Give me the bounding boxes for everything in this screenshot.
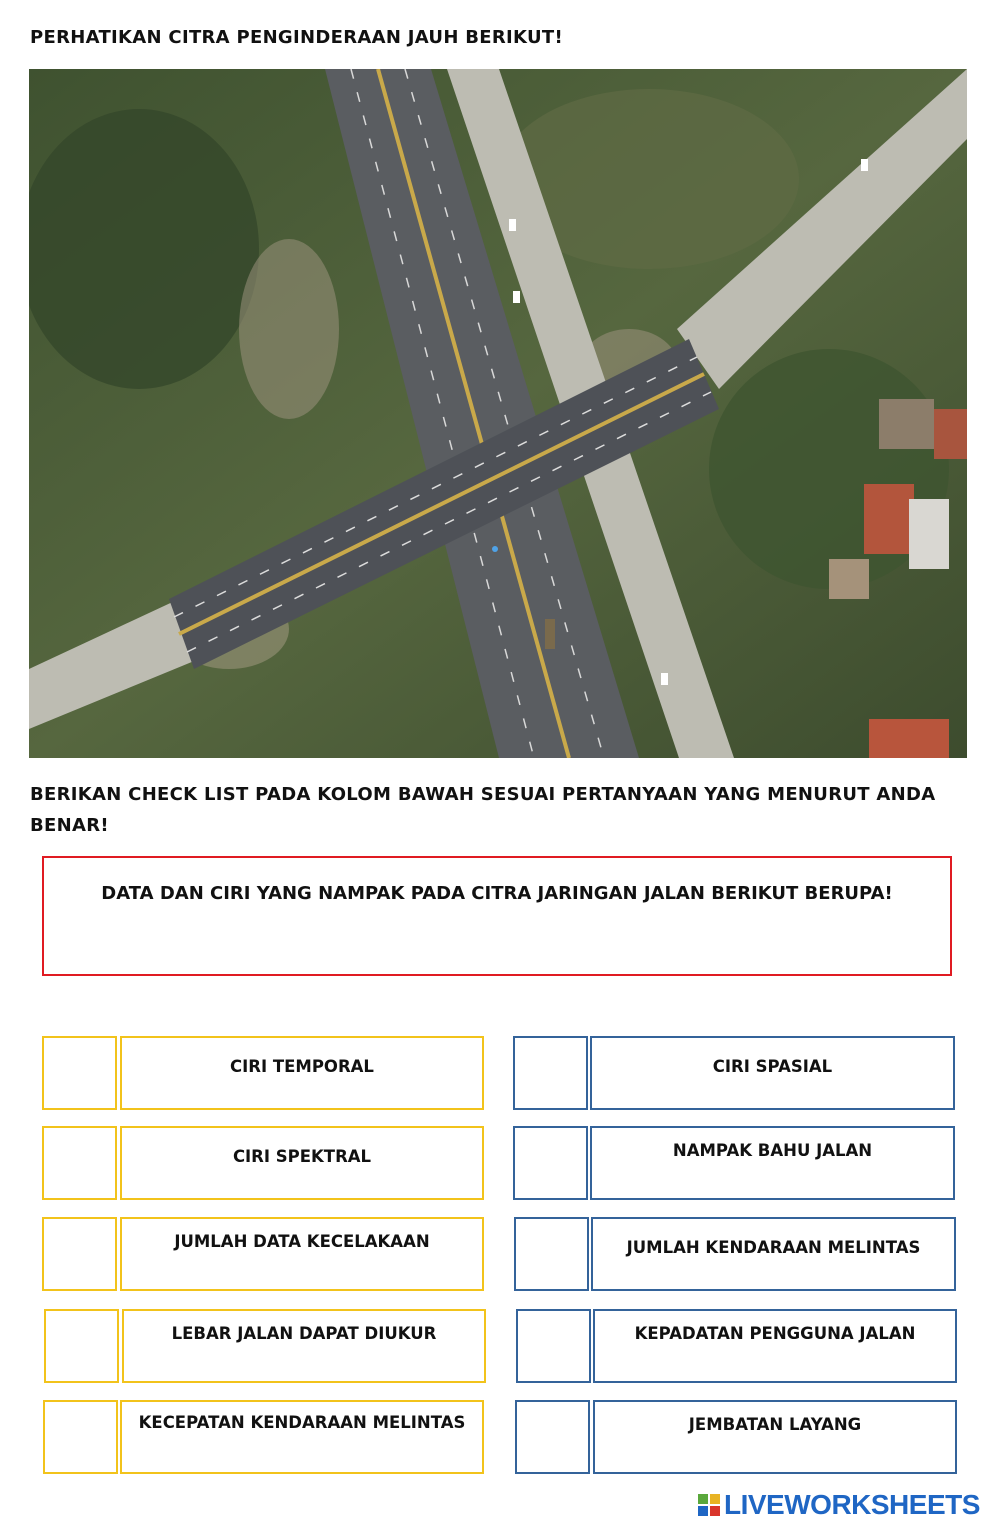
option-jumlah-data-kecelakaan: JUMLAH DATA KECELAKAAN: [120, 1217, 484, 1291]
instruction-text: BERIKAN CHECK LIST PADA KOLOM BAWAH SESUAI PERTANYAAN YANG MENURUT ANDA BENAR!: [30, 784, 936, 836]
checkbox-ciri-temporal[interactable]: [42, 1036, 117, 1110]
option-nampak-bahu-jalan: NAMPAK BAHU JALAN: [590, 1126, 955, 1200]
option-kepadatan-pengguna: KEPADATAN PENGGUNA JALAN: [593, 1309, 957, 1383]
checkbox-ciri-spektral[interactable]: [42, 1126, 117, 1200]
checkbox-kecepatan-kendaraan[interactable]: [43, 1400, 118, 1474]
option-lebar-jalan: LEBAR JALAN DAPAT DIUKUR: [122, 1309, 486, 1383]
option-jembatan-layang: JEMBATAN LAYANG: [593, 1400, 957, 1474]
checkbox-kepadatan-pengguna[interactable]: [516, 1309, 591, 1383]
option-ciri-spektral: CIRI SPEKTRAL: [120, 1126, 484, 1200]
checkbox-jumlah-kendaraan[interactable]: [514, 1217, 589, 1291]
logo-text: LIVEWORKSHEETS: [724, 1489, 980, 1520]
checkbox-ciri-spasial[interactable]: [513, 1036, 588, 1110]
satellite-image-overpass: [29, 69, 967, 758]
option-jumlah-kendaraan: JUMLAH KENDARAAN MELINTAS: [591, 1217, 956, 1291]
checkbox-jumlah-data-kecelakaan[interactable]: [42, 1217, 117, 1291]
option-ciri-spasial: CIRI SPASIAL: [590, 1036, 955, 1110]
option-kecepatan-kendaraan: KECEPATAN KENDARAAN MELINTAS: [120, 1400, 484, 1474]
liveworksheets-logo: [698, 1488, 980, 1522]
checkbox-nampak-bahu-jalan[interactable]: [513, 1126, 588, 1200]
liveworksheets-icon: [698, 1494, 720, 1516]
option-ciri-temporal: CIRI TEMPORAL: [120, 1036, 484, 1110]
question-box: [42, 856, 952, 976]
checkbox-lebar-jalan[interactable]: [44, 1309, 119, 1383]
checkbox-jembatan-layang[interactable]: [515, 1400, 590, 1474]
page-title: PERHATIKAN CITRA PENGINDERAAN JAUH BERIKUT!: [30, 27, 563, 48]
question-text: DATA DAN CIRI YANG NAMPAK PADA CITRA JARINGAN JALAN BERIKUT BERUPA!: [101, 883, 893, 904]
